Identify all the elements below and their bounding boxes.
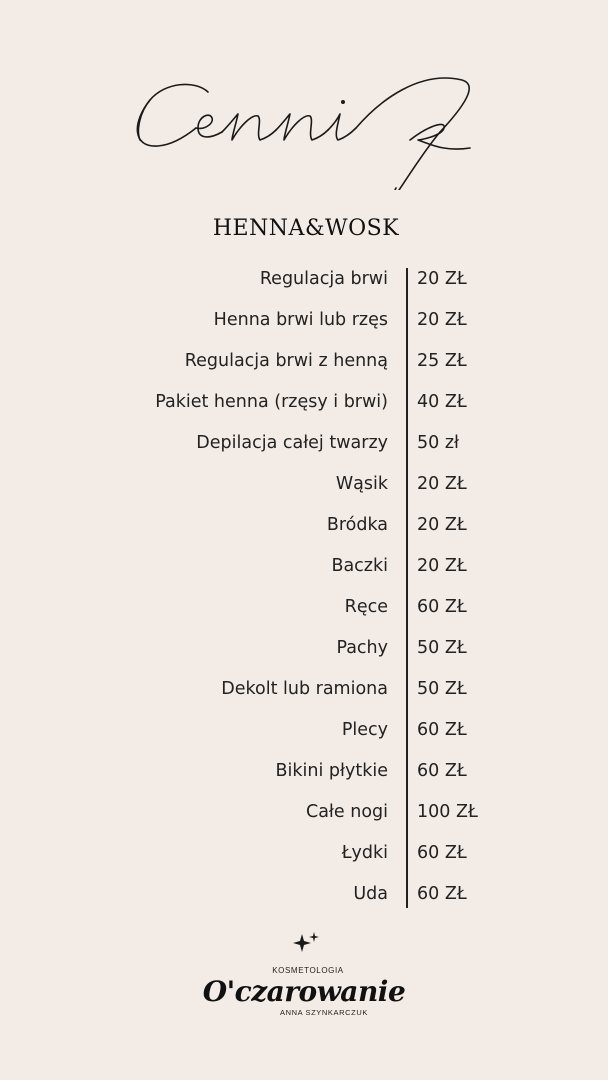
- price-row: [0, 589, 608, 630]
- price-row: [0, 384, 608, 425]
- service-name: Bikini płytkie: [275, 761, 388, 781]
- price-row: [0, 876, 608, 917]
- cennik-script-lettering: [0, 40, 608, 190]
- service-price: 20 ZŁ: [417, 269, 467, 289]
- price-row: [0, 302, 608, 343]
- price-row: [0, 548, 608, 589]
- price-row: [0, 753, 608, 794]
- service-price: 50 zł: [417, 433, 459, 453]
- service-name: Pachy: [336, 638, 388, 658]
- service-name: Regulacja brwi: [259, 269, 388, 289]
- logo-bottom-text: ANNA SZYNKARCZUK: [280, 1008, 368, 1017]
- price-row: [0, 671, 608, 712]
- service-name: Całe nogi: [305, 802, 388, 822]
- service-price: 20 ZŁ: [417, 556, 467, 576]
- service-price: 20 ZŁ: [417, 515, 467, 535]
- service-price: 20 ZŁ: [417, 474, 467, 494]
- brand-logo: [0, 966, 608, 1018]
- service-price: 100 ZŁ: [417, 802, 478, 822]
- service-price: 25 ZŁ: [417, 351, 467, 371]
- price-row: [0, 261, 608, 302]
- price-row: [0, 343, 608, 384]
- logo-top-text: KOSMETOLOGIA: [272, 966, 344, 975]
- section-heading: HENNA&WOSK: [212, 216, 400, 241]
- service-name: Henna brwi lub rzęs: [213, 310, 388, 330]
- service-price: 50 ZŁ: [417, 679, 467, 699]
- service-name: Depilacja całej twarzy: [196, 433, 388, 453]
- logo-brand-name: O'czarowanie: [202, 975, 406, 1008]
- page-title: [0, 40, 608, 190]
- service-name: Dekolt lub ramiona: [221, 679, 388, 699]
- price-row: [0, 712, 608, 753]
- service-name: Wąsik: [335, 474, 388, 494]
- price-row: [0, 425, 608, 466]
- service-price: 60 ZŁ: [417, 597, 467, 617]
- service-name: Plecy: [341, 720, 388, 740]
- service-name: Bródka: [326, 515, 388, 535]
- service-price: 50 ZŁ: [417, 638, 467, 658]
- service-price: 40 ZŁ: [417, 392, 467, 412]
- price-row: [0, 794, 608, 835]
- service-price: 20 ZŁ: [417, 310, 467, 330]
- price-row: [0, 835, 608, 876]
- service-name: Uda: [353, 884, 388, 904]
- service-price: 60 ZŁ: [417, 720, 467, 740]
- price-row: [0, 507, 608, 548]
- price-list: [0, 261, 608, 917]
- service-price: 60 ZŁ: [417, 884, 467, 904]
- service-name: Ręce: [344, 597, 388, 617]
- service-name: Baczki: [331, 556, 388, 576]
- service-name: Łydki: [341, 843, 388, 863]
- price-row: [0, 630, 608, 671]
- service-name: Pakiet henna (rzęsy i brwi): [155, 392, 388, 412]
- service-price: 60 ZŁ: [417, 843, 467, 863]
- service-name: Regulacja brwi z henną: [184, 351, 388, 371]
- service-price: 60 ZŁ: [417, 761, 467, 781]
- price-row: [0, 466, 608, 507]
- sparkle-icon: [292, 930, 322, 954]
